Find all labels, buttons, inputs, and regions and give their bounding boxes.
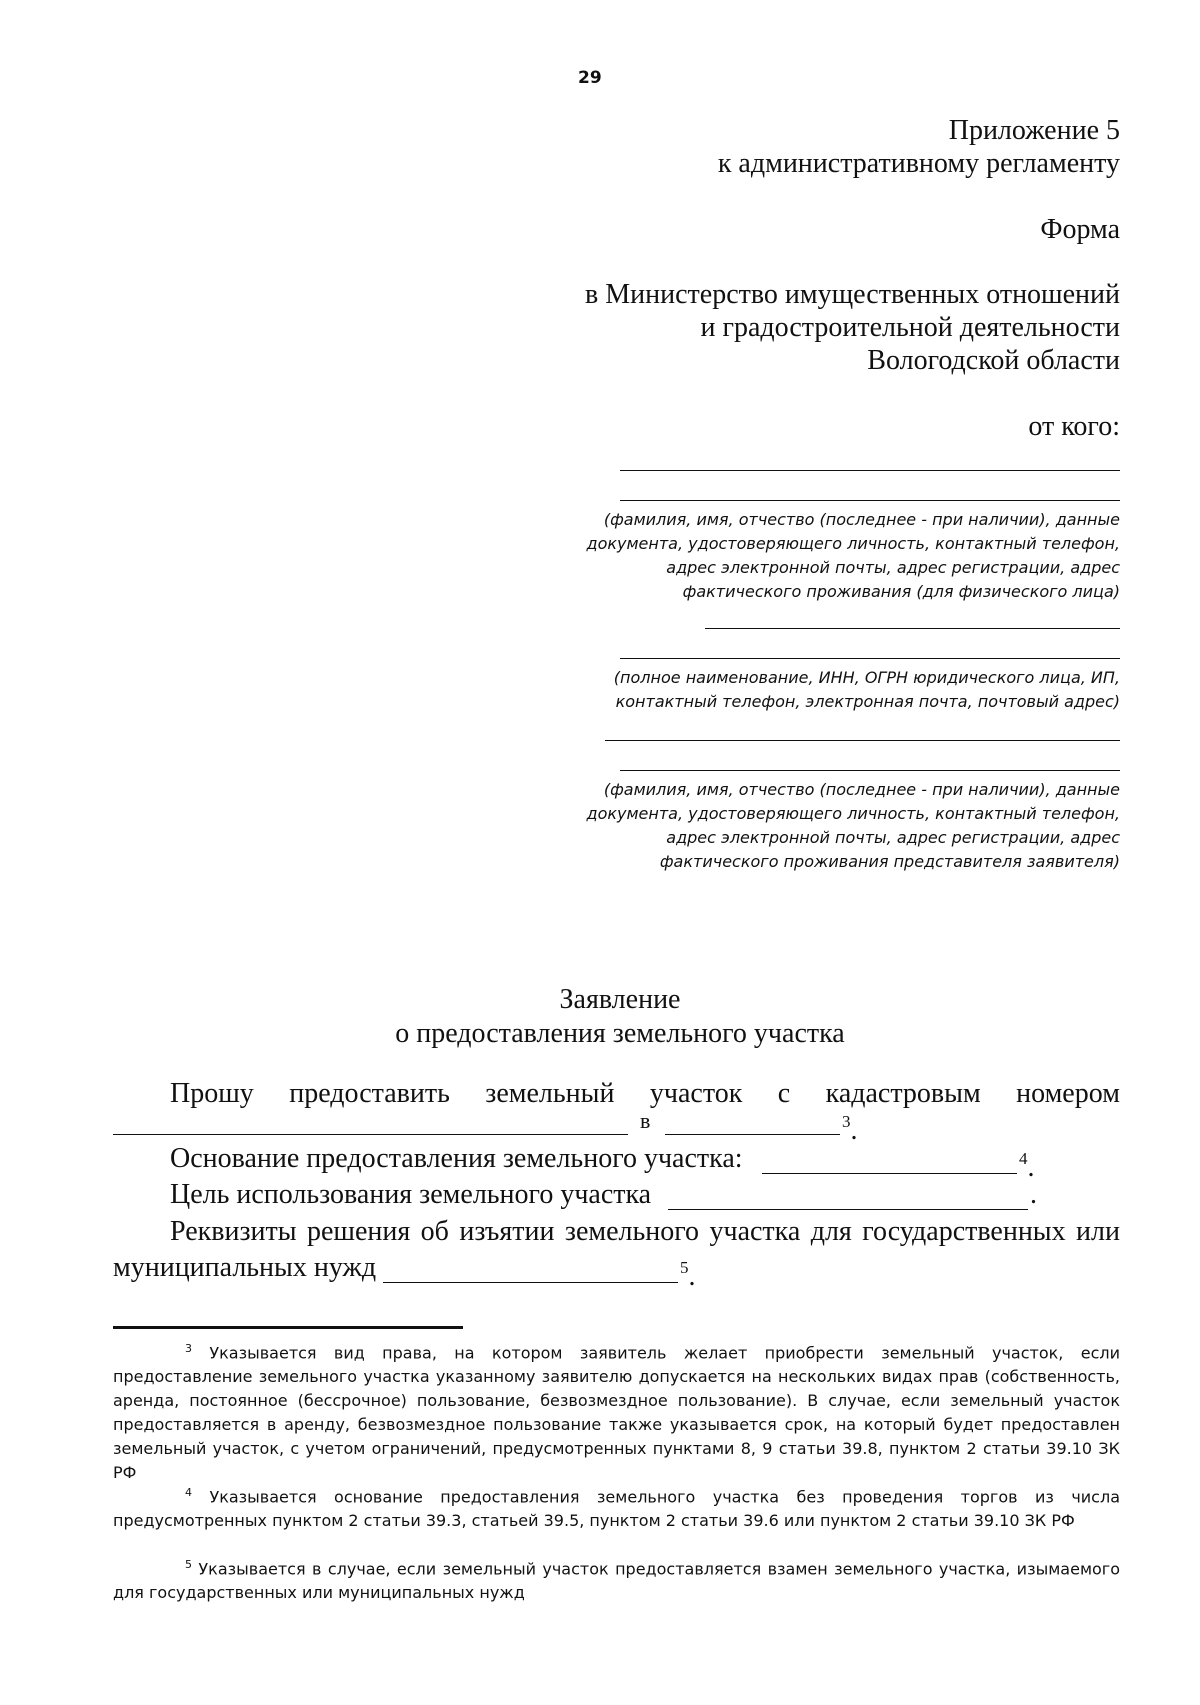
request-word: кадастровым xyxy=(825,1078,981,1109)
footnote-5: $^5$ Указывается в случае, если земельный участок предоставляется взамен земельного участка, изымаемого для государственных или муниципальных нужд xyxy=(113,1558,1120,1603)
purpose-field[interactable] xyxy=(668,1209,1028,1210)
request-word: предоставить xyxy=(289,1078,450,1109)
footnote-ref-5: $^5$. xyxy=(680,1258,696,1292)
request-word: номером xyxy=(1016,1078,1120,1109)
representative-caption: (фамилия, имя, отчество (последнее - при наличии), данные документа, удостоверяющего личность, контактный телефон, адрес электронной почты, адрес регистрации, адрес фактического проживания представителя заявителя) xyxy=(586,780,1120,871)
request-line xyxy=(170,1077,1120,1111)
in-word: в xyxy=(640,1108,651,1133)
title-line-2: о предоставления земельного участка xyxy=(395,1018,845,1049)
addressee-line-2: и градостроительной деятельности xyxy=(700,312,1120,343)
requisites-line-1: Реквизиты решения об изъятии земельного участка для государственных или xyxy=(170,1216,1120,1247)
legal-caption: (полное наименование, ИНН, ОГРН юридического лица, ИП, контактный телефон, электронная почта, почтовый адрес) xyxy=(613,668,1120,711)
request-word: Прошу xyxy=(170,1078,254,1109)
purpose-period: . xyxy=(1030,1179,1037,1210)
cadastral-number-field[interactable] xyxy=(113,1134,628,1135)
right-type-field[interactable] xyxy=(665,1134,840,1135)
individual-caption: (фамилия, имя, отчество (последнее - при наличии), данные документа, удостоверяющего личность, контактный телефон, адрес электронной почты, адрес регистрации, адрес фактического проживания (для физического лица) xyxy=(586,510,1120,601)
requisites-line-2: муниципальных нужд xyxy=(113,1252,377,1283)
request-word: участок xyxy=(649,1078,743,1109)
page-number: 29 xyxy=(578,68,602,88)
document-title xyxy=(0,983,1200,1051)
purpose-label: Цель использования земельного участка xyxy=(170,1179,652,1210)
legal-field-line-2[interactable] xyxy=(620,658,1120,659)
individual-field-line-1[interactable] xyxy=(620,470,1120,471)
addressee-line-3: Вологодской области xyxy=(867,345,1120,376)
appendix-label: Приложение 5 xyxy=(948,115,1120,146)
request-word: с xyxy=(777,1078,791,1109)
representative-field-line-2[interactable] xyxy=(620,770,1120,771)
footnote-3: $^3$ Указывается вид права, на котором заявитель желает приобрести земельный участок, если предоставление земельного участка указанному заявителю допускается на нескольких видах прав (собственность, аренда, постоянное (бессрочное) пользование, безвозмездное пользование). В случае, если земельный участок предоставляется в аренду, безвозмездное пользование также указывается срок, на который будет предоставлен земельный участок, с учетом ограничений, предусмотренных пунктами 8, 9 статьи 39.8, пунктом 2 статьи 39.10 ЗК РФ xyxy=(113,1342,1120,1483)
form-label: Форма xyxy=(1040,214,1120,245)
requisites-field[interactable] xyxy=(383,1282,678,1283)
request-word: земельный xyxy=(485,1078,615,1109)
basis-field[interactable] xyxy=(762,1173,1017,1174)
representative-field-line-1[interactable] xyxy=(605,740,1120,741)
footnote-ref-4: $^4$. xyxy=(1019,1149,1035,1183)
from-label: от кого: xyxy=(1028,411,1120,442)
footnote-ref-3: $^3$. xyxy=(842,1112,858,1146)
footnote-4: $^4$ Указывается основание предоставления земельного участка без проведения торгов из числа предусмотренных пунктом 2 статьи 39.3, статьей 39.5, пунктом 2 статьи 39.6 или пунктом 2 статьи 39.10 ЗК РФ xyxy=(113,1486,1120,1531)
addressee-line-1: в Министерство имущественных отношений xyxy=(585,279,1120,310)
basis-label: Основание предоставления земельного участка: xyxy=(170,1143,743,1174)
legal-field-line-1[interactable] xyxy=(705,628,1120,629)
individual-field-line-2[interactable] xyxy=(620,500,1120,501)
footnote-separator xyxy=(113,1326,463,1329)
appendix-to-label: к административному регламенту xyxy=(717,148,1120,179)
title-line-1: Заявление xyxy=(559,984,681,1015)
